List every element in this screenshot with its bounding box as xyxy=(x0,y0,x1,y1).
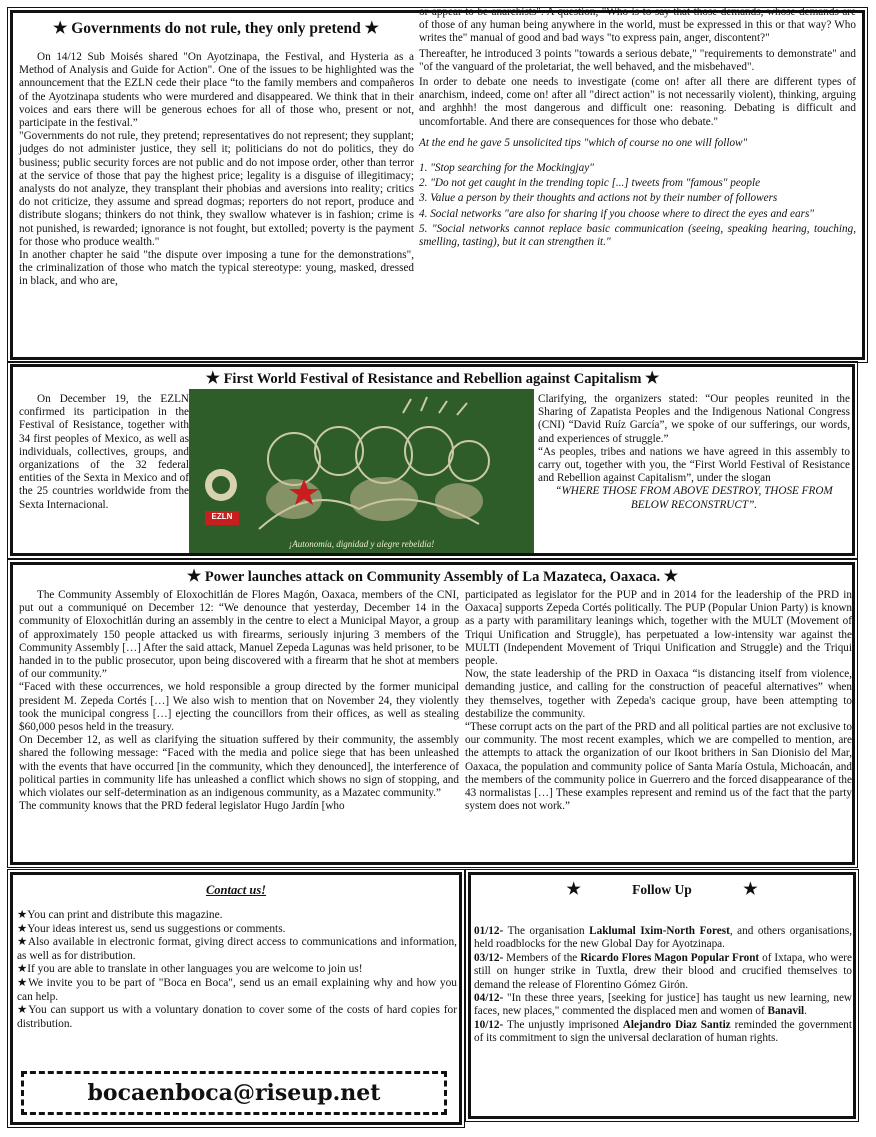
list-item: ★You can print and distribute this magazine. xyxy=(17,909,223,921)
contact-title: Contact us! xyxy=(205,883,267,897)
star-icon: ★ xyxy=(663,568,679,585)
star-bullet-icon: ★ xyxy=(17,963,28,976)
article-title: ★ Power launches attack on Community Assembly of La Mazateca, Oaxaca. ★ xyxy=(186,568,679,585)
contact-list xyxy=(17,909,457,1031)
paragraph: In another chapter he said "the dispute over imposing a tune for the demonstrations", the criminalization of those who match the typical stereotype: young, masked, dressed in black, and who are, xyxy=(19,249,414,288)
tip-item: 1. "Stop searching for the Mockingjay" xyxy=(419,162,594,175)
star-icon: ★ xyxy=(645,370,660,387)
list-item: 03/12- Members of the Ricardo Flores Magon Popular Front of Ixtapa, who were still on hunger strike in Tuxtla, drew their blood and crucified themselves to demand the release of Florentino Gómez Girón. xyxy=(474,951,852,991)
paragraph: The Community Assembly of Eloxochitlán de Flores Magón, Oaxaca, members of the CNI, put out a communiqué on December 12: “We denounce that yesterday, December 14 in the community of Eloxochitlán during an assembly in the centre to elect a Municipal Mayor, a group of approximately 150 people attacked us with firearms, seriously injuring 3 members of the Community Assembly […] After the said attack, Manuel Zepeda Lagunas was held prisoner, to be handed in to the public prosecutor, upon being discovered with a firearm that he shot at members of our community.” xyxy=(19,589,459,681)
article-left-column xyxy=(19,589,459,813)
tip-item: 5. "Social networks cannot replace basic communication (seeing, speaking hearing, touching, smelling, tasting), but it can strengthen it." xyxy=(419,222,856,249)
article-right-column xyxy=(538,393,850,512)
star-bullet-icon: ★ xyxy=(17,976,29,989)
list-item: ★We invite you to be part of "Boca en Boca", send us an email explaining why and how you can help. xyxy=(17,976,457,1003)
article-right-column xyxy=(465,589,852,813)
paragraph: or appear to be anarchists". A question, "Who is to say that those demands, whose demands are of those of any human being anywhere in the world, must be expressed in this or that way? Who writes the" manual of good and bad ways "to express pain, anger, discontent?" xyxy=(419,6,856,45)
slogan: “WHERE THOSE FROM ABOVE DESTROY, THOSE FROM BELOW RECONSTRUCT”. xyxy=(555,485,833,511)
article-mazateca xyxy=(10,562,855,865)
follow-up-list xyxy=(474,925,852,1046)
festival-illustration xyxy=(189,389,534,553)
paragraph: Thereafter, he introduced 3 points "towards a serious debate," "requirements to demonstrate" and "of the vanguard of the proletariat, the well behaved, and the misbehaved". xyxy=(419,47,856,73)
paragraph: On December 19, the EZLN confirmed its participation in the Festival of Resistance, together with 34 first peoples of Mexico, as well as individuals, collectives, groups, and organizations of the 32 federal entities of the Sexta in Mexico and of the 25 countries worldwide from the Sexta Internacional. xyxy=(19,393,189,511)
paragraph: "Governments do not rule, they pretend; representatives do not represent; they supplant; judges do not administer justice, they sell it; politicians do not do politics, they do business; public security forces are not public and do not impose order, other than terror at the service of those that pay the highest price; legality is a disguise of illegitimacy; analysts do not analyze, they transplant their phobias and aversions into reality; critics do not criticize, they assume and spread dogmas; reporters do not report, produce and distribute slogans; thinkers do not think, they swallow whatever is in fashion; crime is not punished, is rewarded; ignorance is not fought, but extolled; poverty is the payment for those who produce wealth." xyxy=(19,130,414,248)
tip-item: 3. Value a person by their thoughts and actions not by their number of followers xyxy=(419,192,778,205)
follow-up-title: ★ Follow Up ★ xyxy=(566,881,758,898)
article-governments xyxy=(10,6,865,360)
paragraph: On December 12, as well as clarifying the situation suffered by their community, the assembly shared the following message: “Faced with the media and police siege that has been unleashed with the events that have occurred [in the community, which they denounced], the interference of political parties in community life has unleashed a conflict which shows no sign of stopping, and which violates our self-determination as an indigenous community, as a Mazatec community.” xyxy=(19,734,459,800)
paragraph: “As peoples, tribes and nations we have agreed in this assembly to carry out, together with you, the “First World Festival of Resistance and Rebellion against Capitalism”, under the slogan xyxy=(538,445,850,485)
article-right-column xyxy=(419,6,856,249)
star-icon: ★ xyxy=(364,20,379,37)
article-festival xyxy=(10,364,855,556)
star-bullet-icon: ★ xyxy=(17,936,28,949)
ezln-badge: EZLN xyxy=(211,512,233,521)
paragraph: Clarifying, the organizers stated: “Our peoples reunited in the Sharing of Zapatista Peoples and the Indigenous National Congress (CNI) “David Ruíz García”, we spoke of our sufferings, our words, and experiences of struggle.” xyxy=(538,393,850,445)
star-icon: ★ xyxy=(53,20,68,37)
paragraph: “Faced with these occurrences, we hold responsible a group directed by the former municipal president M. Zepeda Cortés […] We also wish to mention that on November 24, they violently took the municipal congress […] ejecting the councillors from their offices, as well as stealing $60,000 pesos held in the treasury. xyxy=(19,681,459,734)
paragraph: On 14/12 Sub Moisés shared "On Ayotzinapa, the Festival, and Hysteria as a Method of Analysis and Guide for Action". One of the issues to be highlighted was the announcement that the EZLN cede their place “to the family members and compañeros of the Ayotzinapa students who were murdered and disappeared. We think that in their voices and ears there will be generous echoes for all of those who, present or not, participate in the festival.” xyxy=(19,51,414,130)
article-left-column xyxy=(19,393,189,512)
tip-item: 2. "Do not get caught in the trending topic [...] tweets from "famous" people xyxy=(419,177,761,190)
paragraph: Now, the state leadership of the PRD in Oaxaca “is distancing itself from violence, demanding justice, and calling for the construction of peaceful alternatives” when they themselves, together with Zepeda's cacique group, have been attempting to destabilize the community. xyxy=(465,668,852,720)
email-address[interactable]: bocaenboca@riseup.net xyxy=(21,1071,447,1115)
star-icon: ★ xyxy=(566,881,581,898)
illustration-caption: ¡Autonomía, dignidad y alegre rebeldía! xyxy=(288,539,435,549)
list-item: 01/12- The organisation Laklumal Ixim-North Forest, and others organisations, held roadblocks for the new Global Day for Ayotzinapa. xyxy=(474,925,852,951)
star-icon: ★ xyxy=(186,568,202,585)
tip-item: 4. Social networks "are also for sharing if you choose where to direct the eyes and ears" xyxy=(419,207,814,220)
list-item: ★Your ideas interest us, send us suggestions or comments. xyxy=(17,922,286,935)
follow-up-box xyxy=(468,872,856,1119)
star-icon: ★ xyxy=(205,370,220,387)
contact-box xyxy=(10,872,462,1125)
list-item: 10/12- The unjustly imprisoned Alejandro Diaz Santiz reminded the government of its commitment to sign the universal declaration of human rights. xyxy=(474,1018,852,1045)
star-bullet-icon: ★ xyxy=(17,909,28,921)
star-bullet-icon: ★ xyxy=(17,922,28,935)
article-title: ★ Governments do not rule, they only pretend ★ xyxy=(53,20,379,37)
article-title: ★ First World Festival of Resistance and Rebellion against Capitalism ★ xyxy=(205,370,660,387)
paragraph: In order to debate one needs to investigate (come on! after all there are different types of anarchism, indeed, come on! after all "direct action" is not necessarily violent), thinking, arguing and arghhh! the most dangerous and difficult one: reasoning. Debating is difficult and uncomfortable. And there are consequences for those who debate." xyxy=(419,76,856,128)
paragraph: participated as legislator for the PUP and in 2014 for the leadership of the PRD in Oaxaca] supports Zepeda Cortés politically. The PUP (Popular Union Party) is known as a party with paramilitary leanings which, together with the MULT (Movement of Triqui Unification and Struggle), has perpetuated a low-intensity war against the MULTI (Independent Movement of Triqui Unification and Struggle) and the Triqui people. xyxy=(465,589,852,668)
article-left-column xyxy=(19,51,414,289)
tips-intro: At the end he gave 5 unsolicited tips "which of course no one will follow" xyxy=(419,136,748,149)
paragraph: “These corrupt acts on the part of the PRD and all political parties are not exclusive to our community. The most recent examples, which we are compelled to mention, are the attempts to attack the organization of our Ikoot brithers in San Dionisio del Mar, Oaxaca, the population and community police of Santa María Ostula, Michoacán, and the members of the community police in Guerrero and the forced disappearance of the 43 normalistas […] These examples represent and remind us of the fact that the party system does not work.” xyxy=(465,721,852,813)
star-bullet-icon: ★ xyxy=(17,1004,29,1017)
star-icon: ★ xyxy=(743,881,758,898)
paragraph: The community knows that the PRD federal legislator Hugo Jardín [who xyxy=(19,800,345,813)
illustration-artwork xyxy=(189,389,534,553)
list-item: ★You can support us with a voluntary donation to cover some of the costs of hard copies for distribution. xyxy=(17,1004,457,1030)
list-item: 04/12- "In these three years, [seeking for justice] has taught us new learning, new faces, new places," commented the displaced men and women of Banavil. xyxy=(474,992,852,1018)
list-item: ★If you are able to translate in other languages you are welcome to join us! xyxy=(17,963,363,976)
list-item: ★Also available in electronic format, giving direct access to communications and information, as well as for distribution. xyxy=(17,936,457,962)
